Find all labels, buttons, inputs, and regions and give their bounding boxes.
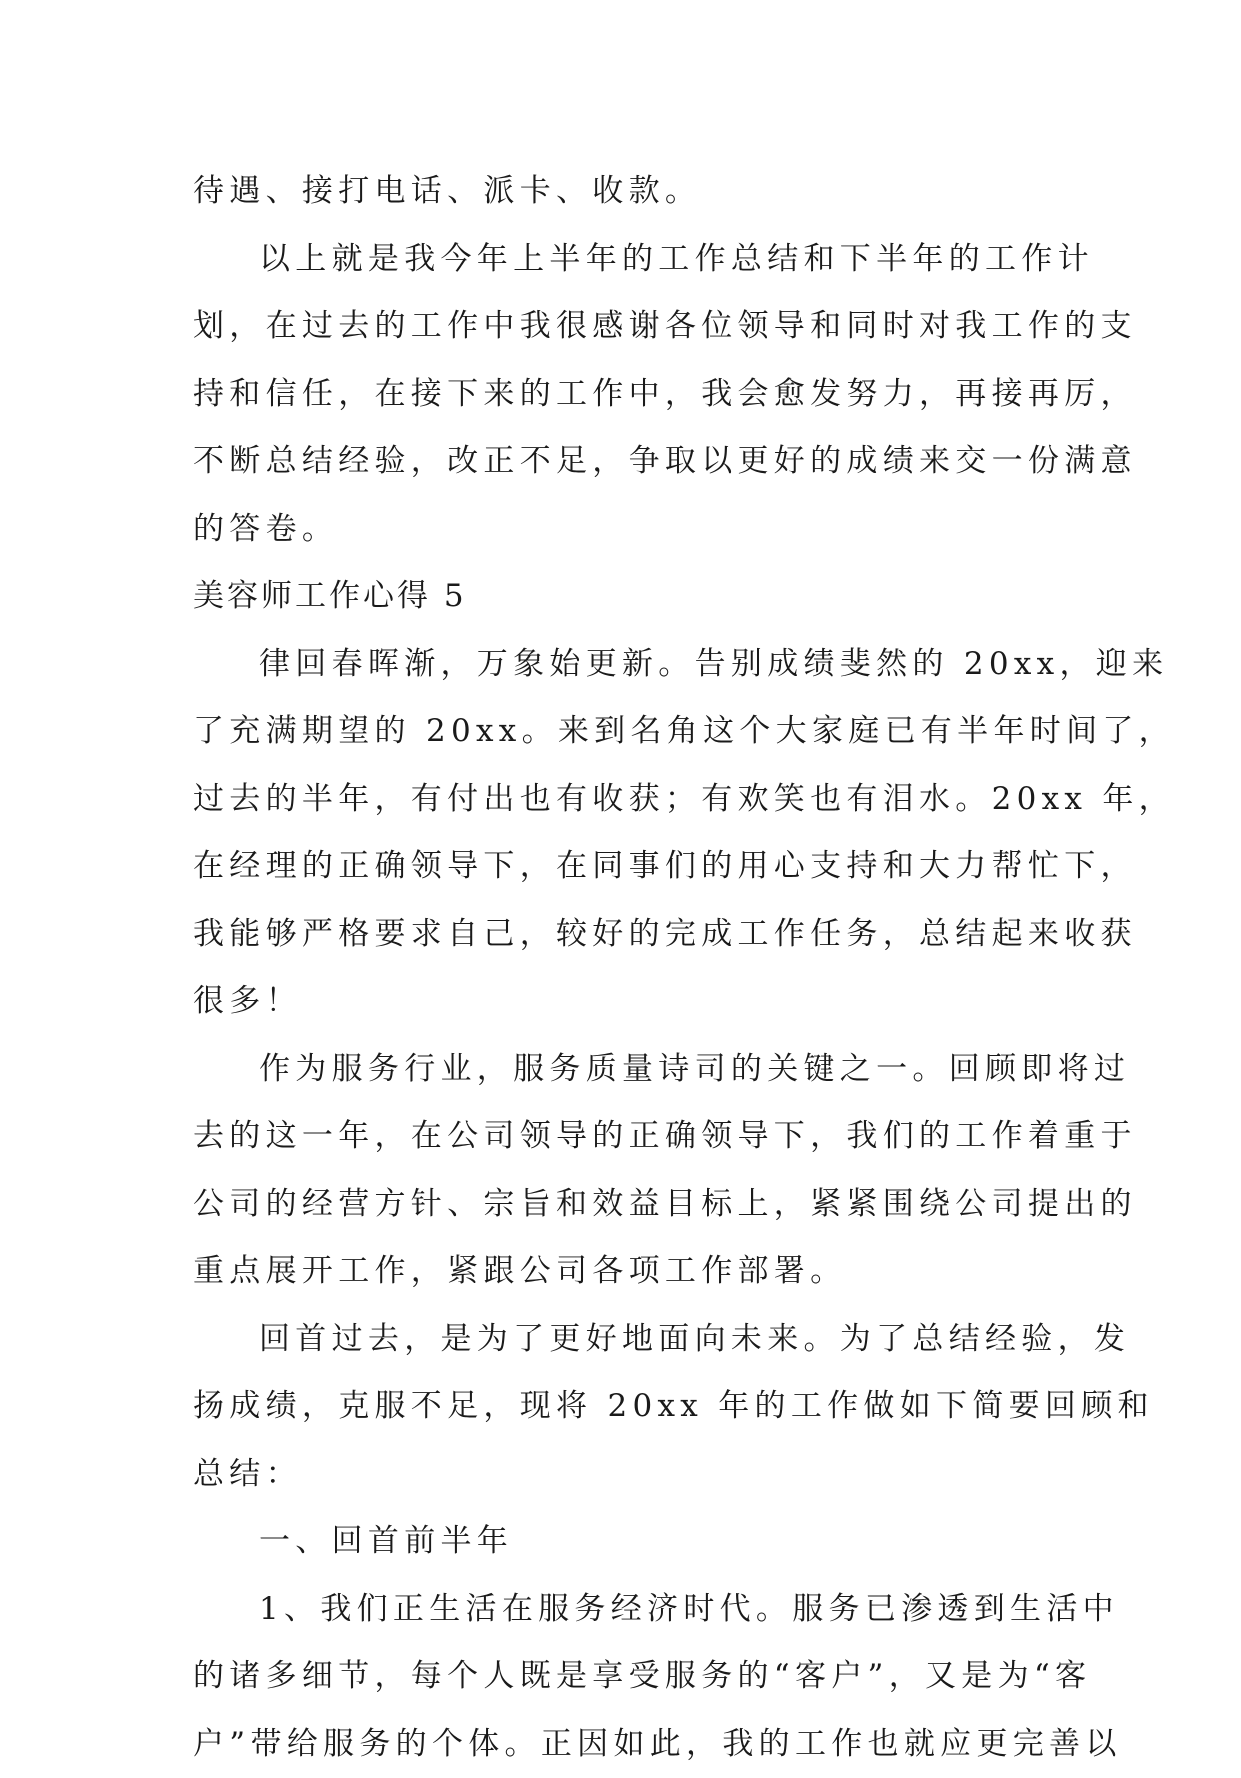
paragraph-line: 重点展开工作，紧跟公司各项工作部署。 bbox=[193, 1238, 1053, 1306]
paragraph-line: 律回春晖渐，万象始更新。告别成绩斐然的 20xx，迎来 bbox=[193, 631, 1053, 699]
paragraph-line: 过去的半年，有付出也有收获；有欢笑也有泪水。20xx 年， bbox=[193, 766, 1053, 834]
paragraph-line: 我能够严格要求自己，较好的完成工作任务，总结起来收获 bbox=[193, 901, 1053, 969]
paragraph-line: 作为服务行业，服务质量诗司的关键之一。回顾即将过 bbox=[193, 1036, 1053, 1104]
paragraph-line: 公司的经营方针、宗旨和效益目标上，紧紧围绕公司提出的 bbox=[193, 1171, 1053, 1239]
document-body bbox=[193, 158, 1053, 1778]
paragraph-line: 了充满期望的 20xx。来到名角这个大家庭已有半年时间了， bbox=[193, 698, 1053, 766]
section-heading: 美容师工作心得 5 bbox=[193, 563, 1053, 631]
paragraph-line: 回首过去，是为了更好地面向未来。为了总结经验，发 bbox=[193, 1306, 1053, 1374]
paragraph-line: 在经理的正确领导下，在同事们的用心支持和大力帮忙下， bbox=[193, 833, 1053, 901]
paragraph-line: 很多！ bbox=[193, 968, 1053, 1036]
paragraph-line: 户”带给服务的个体。正因如此，我的工作也就应更完善以 bbox=[193, 1711, 1053, 1778]
paragraph-line: 持和信任，在接下来的工作中，我会愈发努力，再接再厉， bbox=[193, 361, 1053, 429]
paragraph-line: 以上就是我今年上半年的工作总结和下半年的工作计 bbox=[193, 226, 1053, 294]
paragraph-line: 总结： bbox=[193, 1441, 1053, 1509]
paragraph-line: 的答卷。 bbox=[193, 496, 1053, 564]
paragraph-line: 的诸多细节，每个人既是享受服务的“客户”，又是为“客 bbox=[193, 1643, 1053, 1711]
paragraph-line: 扬成绩，克服不足，现将 20xx 年的工作做如下简要回顾和 bbox=[193, 1373, 1053, 1441]
paragraph-line: 待遇、接打电话、派卡、收款。 bbox=[193, 158, 1053, 226]
paragraph-line: 不断总结经验，改正不足，争取以更好的成绩来交一份满意 bbox=[193, 428, 1053, 496]
paragraph-line: 去的这一年，在公司领导的正确领导下，我们的工作着重于 bbox=[193, 1103, 1053, 1171]
subsection-heading: 一、回首前半年 bbox=[193, 1508, 1053, 1576]
paragraph-line: 1、我们正生活在服务经济时代。服务已渗透到生活中 bbox=[193, 1576, 1053, 1644]
paragraph-line: 划，在过去的工作中我很感谢各位领导和同时对我工作的支 bbox=[193, 293, 1053, 361]
